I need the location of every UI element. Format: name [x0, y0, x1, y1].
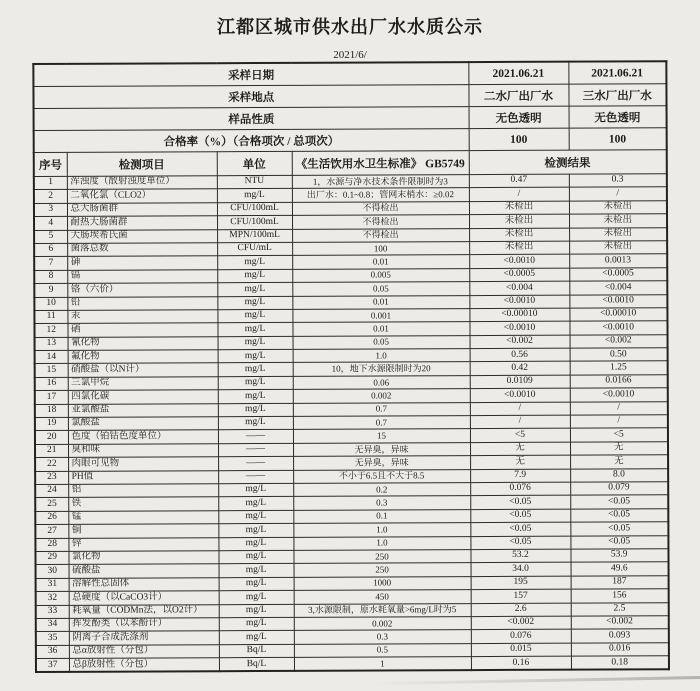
test-item: 砷	[67, 256, 217, 270]
test-item: 臭和味	[68, 444, 218, 458]
result-plant2: 0.076	[471, 629, 571, 643]
standard-limit: 1.0	[293, 349, 470, 363]
result-plant3: 156	[571, 589, 669, 603]
table-meta-row	[34, 106, 667, 131]
result-plant3: <0.05	[570, 535, 668, 549]
unit: ——	[218, 443, 293, 457]
test-item: 氟化物	[68, 350, 218, 364]
result-plant2: 无	[470, 455, 570, 469]
scan-edge-shadow	[372, 676, 700, 686]
test-item: 四氯化碳	[68, 390, 218, 404]
col-header-result: 检测结果	[469, 150, 667, 175]
test-item: 铬（六价）	[67, 283, 217, 297]
result-plant3: <0.0010	[569, 321, 667, 335]
standard-limit: 0.05	[292, 282, 469, 296]
row-number: 5	[34, 230, 67, 244]
row-number: 20	[35, 431, 68, 445]
test-item: 铁	[68, 497, 218, 511]
test-item: 氯酸盐	[68, 417, 218, 431]
test-item: 硝酸盐（以N计）	[68, 363, 218, 377]
row-number: 22	[35, 458, 68, 472]
table-data-section	[34, 174, 669, 673]
standard-limit: 250	[293, 550, 470, 564]
row-number: 15	[35, 364, 68, 378]
test-item: 亚氯酸盐	[68, 403, 218, 417]
row-number: 14	[35, 350, 68, 364]
unit: mg/L	[218, 550, 293, 564]
standard-limit: 250	[294, 563, 471, 577]
unit: mg/L	[219, 631, 294, 645]
row-number: 12	[34, 324, 67, 338]
test-item: 铝	[68, 484, 218, 498]
result-plant2: <0.00010	[469, 308, 569, 322]
standard-limit: 1.0	[293, 536, 470, 550]
test-item: 锌	[68, 537, 218, 551]
standard-limit: 0.7	[293, 416, 470, 430]
result-plant2: /	[469, 188, 569, 202]
test-item: 三氯甲烷	[68, 377, 218, 391]
test-item: 色度（铂钴色度单位）	[68, 430, 218, 444]
row-number: 25	[35, 498, 68, 512]
test-item: 溶解性总固体	[69, 577, 219, 591]
test-item: 总大肠菌群	[67, 202, 217, 216]
standard-limit: 不小于6.5且不大于8.5	[293, 469, 470, 483]
standard-limit: 0.01	[292, 295, 469, 309]
standard-limit: 10，地下水源限制时为20	[293, 362, 470, 376]
standard-limit: 15	[293, 429, 470, 443]
table-column-header-section	[34, 150, 667, 177]
col-header-item: 检测项目	[67, 152, 217, 177]
meta-label: 采样地点	[33, 85, 468, 109]
row-number: 19	[35, 417, 68, 431]
result-plant3: <0.05	[570, 522, 668, 536]
standard-limit: 0.2	[293, 483, 470, 497]
row-number: 16	[35, 377, 68, 391]
standard-limit: 100	[292, 242, 469, 256]
row-number: 36	[36, 645, 69, 659]
unit: mg/L	[219, 577, 294, 591]
test-item: 氯化物	[68, 551, 218, 565]
test-item: 大肠埃希氏菌	[67, 229, 217, 243]
row-number: 10	[34, 297, 67, 311]
result-plant3: 8.0	[570, 468, 668, 482]
unit: CFU/mL	[217, 242, 292, 256]
unit: MPN/100mL	[217, 229, 292, 243]
unit: mg/L	[218, 537, 293, 551]
col-header-unit: 单位	[217, 151, 292, 175]
result-plant2: <0.05	[470, 509, 570, 523]
test-item: 总α放射性（分包）	[69, 644, 219, 658]
result-plant3: 0.3	[569, 174, 667, 188]
row-number: 32	[36, 591, 69, 605]
unit: mg/L	[217, 323, 292, 337]
meta-value-plant3: 三水厂出厂水	[568, 84, 666, 106]
standard-limit: 0.01	[292, 322, 469, 336]
standard-limit: 1000	[294, 576, 471, 590]
test-item: PH值	[68, 470, 218, 484]
row-number: 9	[34, 283, 67, 297]
standard-limit: 1.0	[293, 523, 470, 537]
standard-limit: 不得检出	[292, 201, 469, 215]
test-item: 铅	[67, 296, 217, 310]
result-plant2: 0.42	[470, 362, 570, 376]
unit: mg/L	[218, 524, 293, 538]
result-plant3: <5	[570, 428, 668, 442]
row-number: 28	[35, 538, 68, 552]
test-item: 挥发酚类（以苯酚计）	[69, 618, 219, 632]
unit: Bq/L	[219, 644, 294, 658]
test-item: 肉眼可见物	[68, 457, 218, 471]
meta-label: 合格率（%）（合格项次 / 总项次）	[34, 129, 469, 153]
col-header-standard: 《生活饮用水卫生标准》 GB5749	[292, 151, 469, 176]
meta-value-plant2: 100	[469, 128, 569, 150]
row-number: 27	[35, 525, 68, 539]
result-plant2: <0.05	[470, 496, 570, 510]
meta-value-plant2: 无色透明	[469, 106, 569, 128]
row-number: 29	[35, 551, 68, 565]
row-number: 26	[35, 511, 68, 525]
unit: mg/L	[217, 189, 292, 203]
row-number: 18	[35, 404, 68, 418]
row-number: 8	[34, 270, 67, 284]
unit: ——	[218, 430, 293, 444]
result-plant2: <0.05	[470, 536, 570, 550]
result-plant3: 0.0166	[570, 375, 668, 389]
result-plant3: 0.0013	[569, 254, 667, 268]
result-plant2: 0.0109	[470, 375, 570, 389]
unit: mg/L	[218, 390, 293, 404]
test-item: 氰化物	[68, 336, 218, 350]
meta-value-plant2: 2021.06.21	[468, 62, 568, 85]
result-plant3: <0.00010	[569, 308, 667, 322]
unit: mg/L	[217, 296, 292, 310]
standard-limit: 0.5	[294, 643, 471, 657]
test-item: 二氧化氯（CLO2）	[67, 189, 217, 203]
row-number: 7	[34, 257, 67, 271]
row-number: 31	[36, 578, 69, 592]
unit: mg/L	[218, 416, 293, 430]
unit: NTU	[217, 175, 292, 189]
result-plant3: <0.002	[570, 334, 668, 348]
row-number: 11	[34, 310, 67, 324]
result-plant2: 0.47	[469, 174, 569, 188]
meta-value-plant3: 2021.06.21	[568, 61, 666, 84]
meta-label: 采样日期	[33, 62, 468, 86]
result-plant2: 2.6	[471, 603, 571, 617]
row-number: 21	[35, 444, 68, 458]
result-plant2: 53.2	[470, 549, 570, 563]
result-plant2: 34.0	[471, 562, 571, 576]
test-item: 耐热大肠菌群	[67, 216, 217, 230]
unit: mg/L	[218, 336, 293, 350]
result-plant2: 0.076	[470, 482, 570, 496]
result-plant3: 0.079	[570, 482, 668, 496]
result-plant3: /	[570, 401, 668, 415]
test-item: 阴离子合成洗涤剂	[69, 631, 219, 645]
unit: mg/L	[219, 590, 294, 604]
unit: mg/L	[219, 617, 294, 631]
standard-limit: 0.001	[292, 309, 469, 323]
table-meta-row	[33, 84, 666, 109]
result-plant3: 2.5	[571, 602, 669, 616]
result-plant2: <0.0010	[470, 388, 570, 402]
standard-limit: 450	[294, 590, 471, 604]
result-plant2: /	[470, 415, 570, 429]
standard-limit: 无异臭，异味	[293, 456, 470, 470]
test-item: 锰	[68, 510, 218, 524]
standard-limit: 0.3	[294, 630, 471, 644]
result-plant3: 无	[570, 455, 668, 469]
row-number: 3	[34, 203, 67, 217]
standard-limit: 1	[294, 657, 471, 672]
result-plant3: 53.9	[570, 549, 668, 563]
result-plant2: /	[470, 402, 570, 416]
result-plant3: <0.0010	[570, 388, 668, 402]
row-number: 13	[35, 337, 68, 351]
row-number: 1	[34, 176, 67, 190]
unit: mg/L	[218, 363, 293, 377]
col-header-seq: 序号	[34, 152, 67, 176]
test-item: 总β放射性（分包）	[69, 658, 219, 673]
test-item: 镉	[67, 269, 217, 283]
result-plant3: 未检出	[569, 214, 667, 228]
result-plant2: 0.16	[471, 656, 571, 670]
result-plant3: /	[569, 187, 667, 201]
unit: Bq/L	[219, 657, 294, 671]
result-plant3: 0.18	[571, 656, 669, 670]
standard-limit: 0.002	[294, 616, 471, 630]
table-meta-row	[34, 128, 667, 153]
standard-limit: 0.3	[293, 496, 470, 510]
table-row	[36, 656, 669, 673]
meta-value-plant3: 100	[569, 128, 667, 150]
result-plant3: 0.093	[571, 629, 669, 643]
result-plant3: <0.004	[569, 281, 667, 295]
standard-limit: 0.005	[292, 268, 469, 282]
row-number: 24	[35, 484, 68, 498]
result-plant2: <0.0010	[469, 321, 569, 335]
result-plant2: 未检出	[469, 241, 569, 255]
row-number: 6	[34, 243, 67, 257]
standard-limit: 0.05	[293, 335, 470, 349]
standard-limit: 不得检出	[292, 228, 469, 242]
test-item: 菌落总数	[67, 243, 217, 257]
result-plant3: 187	[571, 575, 669, 589]
result-plant3: <0.05	[570, 495, 668, 509]
test-item: 硒	[67, 323, 217, 337]
row-number: 34	[36, 618, 69, 632]
row-number: 2	[34, 190, 67, 204]
result-plant2: 157	[471, 589, 571, 603]
result-plant2: <5	[470, 429, 570, 443]
unit: ——	[218, 457, 293, 471]
result-plant2: 195	[471, 576, 571, 590]
result-plant2: <0.002	[471, 616, 571, 630]
unit: CFU/100mL	[217, 202, 292, 216]
report-period: 2021/6/	[333, 49, 367, 61]
row-number: 37	[36, 658, 69, 672]
result-plant2: 0.56	[470, 348, 570, 362]
meta-label: 样品性质	[34, 107, 469, 131]
row-number: 33	[36, 605, 69, 619]
unit: mg/L	[217, 269, 292, 283]
standard-limit: 0.7	[293, 402, 470, 416]
unit: CFU/100mL	[217, 216, 292, 230]
unit: mg/L	[218, 403, 293, 417]
unit: mg/L	[218, 483, 293, 497]
test-item: 浑浊度（散射浊度单位）	[67, 176, 217, 190]
standard-limit: 0.1	[293, 509, 470, 523]
test-item: 铜	[68, 524, 218, 538]
result-plant3: 49.6	[571, 562, 669, 576]
test-item: 汞	[67, 310, 217, 324]
result-plant2: <0.0005	[469, 268, 569, 282]
standard-limit: 1，水源与净水技术条件限制时为3	[292, 175, 469, 189]
row-number: 17	[35, 391, 68, 405]
result-plant2: 未检出	[469, 214, 569, 228]
result-plant3: <0.05	[570, 509, 668, 523]
result-plant2: 0.015	[471, 643, 571, 657]
result-plant2: <0.05	[470, 522, 570, 536]
standard-limit: 无异臭，异味	[293, 442, 470, 456]
result-plant3: 0.016	[571, 642, 669, 656]
result-plant2: 未检出	[469, 201, 569, 215]
test-item: 硫酸盐	[69, 564, 219, 578]
unit: mg/L	[219, 604, 294, 618]
standard-limit: 出厂水：0.1~0.8；管网末梢水：≥0.02	[292, 188, 469, 202]
unit: mg/L	[218, 510, 293, 524]
result-plant3: /	[570, 415, 668, 429]
unit: mg/L	[217, 256, 292, 270]
meta-value-plant3: 无色透明	[569, 106, 667, 128]
unit: mg/L	[218, 376, 293, 390]
unit: mg/L	[219, 564, 294, 578]
row-number: 23	[35, 471, 68, 485]
result-plant2: <0.004	[469, 281, 569, 295]
result-plant3: 未检出	[569, 241, 667, 255]
standard-limit: 0.01	[292, 255, 469, 269]
table-meta-row	[33, 61, 666, 86]
result-plant2: <0.0010	[469, 255, 569, 269]
standard-limit: 0.06	[293, 375, 470, 389]
row-number: 30	[36, 565, 69, 579]
standard-limit: 不得检出	[292, 215, 469, 229]
row-number: 35	[36, 632, 69, 646]
unit: mg/L	[217, 309, 292, 323]
test-item: 耗氧量（CODMn法，以O2计）	[69, 604, 219, 618]
column-header-row	[34, 150, 667, 177]
meta-value-plant2: 二水厂出厂水	[468, 84, 568, 106]
result-plant3: 未检出	[569, 227, 667, 241]
result-plant2: 无	[470, 442, 570, 456]
result-plant3: 1.25	[570, 361, 668, 375]
table-meta-section	[33, 61, 666, 152]
unit: mg/L	[218, 497, 293, 511]
result-plant2: 7.9	[470, 469, 570, 483]
row-number: 4	[34, 217, 67, 231]
unit: mg/L	[217, 282, 292, 296]
result-plant3: <0.0005	[569, 267, 667, 281]
result-plant2: 未检出	[469, 228, 569, 242]
test-item: 总硬度（以CaCO3计）	[69, 591, 219, 605]
page-title: 江都区城市供水出厂水水质公示	[217, 17, 483, 37]
result-plant2: <0.002	[470, 335, 570, 349]
result-plant3: 0.50	[570, 348, 668, 362]
result-plant3: <0.002	[571, 616, 669, 630]
result-plant3: 未检出	[569, 201, 667, 215]
water-quality-table	[32, 60, 670, 673]
standard-limit: 0.002	[293, 389, 470, 403]
unit: ——	[218, 470, 293, 484]
standard-limit: 3,水源限制，原水耗氧量>6mg/L时为5	[294, 603, 471, 617]
result-plant2: <0.0010	[469, 295, 569, 309]
result-plant3: <0.0010	[569, 294, 667, 308]
unit: mg/L	[218, 349, 293, 363]
result-plant3: 无	[570, 442, 668, 456]
